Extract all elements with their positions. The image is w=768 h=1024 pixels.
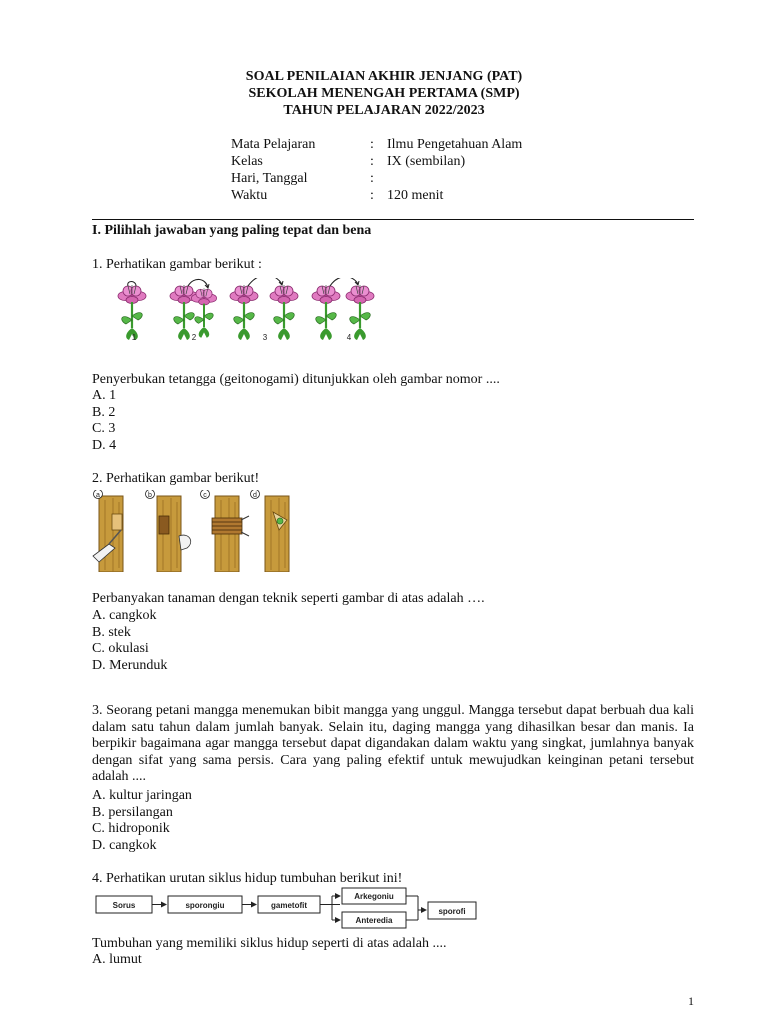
q2-label-a: a — [96, 492, 100, 499]
meta-sep: : — [370, 188, 374, 203]
meta-value: Ilmu Pengetahuan Alam — [387, 137, 523, 152]
q4-life-cycle-diagram — [92, 886, 482, 932]
meta-key: Mata Pelajaran — [231, 137, 316, 152]
header-divider — [92, 219, 694, 220]
q1-label-1: 1 — [131, 333, 137, 342]
q1-option-a[interactable]: A. 1 — [92, 388, 117, 403]
page-number: 1 — [688, 994, 694, 1008]
q3-option-a[interactable]: A. kultur jaringan — [92, 788, 192, 803]
q3-option-b[interactable]: B. persilangan — [92, 805, 173, 820]
q1-figure-3 — [230, 285, 258, 340]
q1-figure-4 — [312, 285, 340, 340]
q4-prompt: 4. Perhatikan urutan siklus hidup tumbuhan berikut ini! — [92, 871, 403, 886]
q2-question: Perbanyakan tanaman dengan teknik seperti gambar di atas adalah …. — [92, 591, 485, 606]
meta-sep: : — [370, 154, 374, 169]
q4-label-anteredium: Anteredia — [355, 916, 393, 925]
q4-label-gametofit: gametofit — [271, 901, 307, 910]
meta-sep: : — [370, 171, 374, 186]
exam-header — [0, 68, 768, 119]
meta-value: 120 menit — [387, 188, 444, 203]
q2-figure-b — [146, 490, 191, 572]
meta-sep: : — [370, 137, 374, 152]
exam-title-line-2: SEKOLAH MENENGAH PERTAMA (SMP) — [248, 86, 520, 101]
exam-title-line-1: SOAL PENILAIAN AKHIR JENJANG (PAT) — [245, 69, 523, 84]
q2-plant-propagation-figure — [91, 490, 291, 572]
q2-option-a[interactable]: A. cangkok — [92, 608, 157, 623]
meta-key: Hari, Tanggal — [231, 171, 308, 186]
meta-key: Kelas — [231, 154, 263, 169]
q1-figure-1 — [118, 285, 146, 340]
q2-figure-a — [93, 490, 123, 572]
q2-option-b[interactable]: B. stek — [92, 625, 131, 640]
q4-question: Tumbuhan yang memiliki siklus hidup seperti di atas adalah .... — [92, 936, 447, 951]
q1-question: Penyerbukan tetangga (geitonogami) ditunjukkan oleh gambar nomor .... — [92, 372, 500, 387]
q1-prompt: 1. Perhatikan gambar berikut : — [92, 257, 262, 272]
q2-figure-d — [251, 490, 290, 572]
q4-label-sorus: Sorus — [112, 901, 136, 910]
section-title: I. Pilihlah jawaban yang paling tepat dan bena — [92, 223, 372, 238]
q2-label-c: c — [203, 492, 207, 499]
q2-option-c[interactable]: C. okulasi — [92, 641, 149, 656]
q1-option-d[interactable]: D. 4 — [92, 438, 117, 453]
q1-flower-pollination-figure — [108, 278, 388, 346]
q1-option-c[interactable]: C. 3 — [92, 421, 116, 436]
q2-figure-c — [201, 490, 250, 572]
q2-prompt: 2. Perhatikan gambar berikut! — [92, 471, 260, 486]
q3-option-c[interactable]: C. hidroponik — [92, 821, 170, 836]
q1-figure-2 — [170, 285, 198, 340]
q4-label-arkegonium: Arkegoniu — [354, 892, 394, 901]
q1-option-b[interactable]: B. 2 — [92, 405, 116, 420]
exam-title-line-3: TAHUN PELAJARAN 2022/2023 — [283, 103, 485, 118]
q2-option-d[interactable]: D. Merunduk — [92, 658, 168, 673]
q4-option-a[interactable]: A. lumut — [92, 952, 142, 967]
q1-label-4: 4 — [346, 333, 352, 342]
q2-label-b: b — [148, 492, 152, 499]
q3-option-d[interactable]: D. cangkok — [92, 838, 157, 853]
meta-value: IX (sembilan) — [387, 154, 466, 169]
q4-label-sporofit: sporofi — [438, 907, 466, 916]
q1-label-3: 3 — [262, 333, 268, 342]
q3-question: 3. Seorang petani mangga menemukan bibit mangga yang unggul. Mangga tersebut dapat berbuah dua kali dalam satu tahun dalam jumlah banyak. Selain itu, daging mangga yang dihasilkan besar dan manis. Ia berpikir bagaimana agar mangga tersebut dapat digandakan dalam waktu yang singkat, jumlahnya banyak dengan sifat yang sama persis. Cara yang paling efektif untuk mewujudkan keinginan petani tersebut adalah .... — [92, 703, 694, 785]
q1-label-2: 2 — [191, 333, 197, 342]
meta-key: Waktu — [231, 188, 268, 203]
q4-label-sporangium: sporongiu — [185, 901, 225, 910]
q2-label-d: d — [253, 492, 257, 499]
